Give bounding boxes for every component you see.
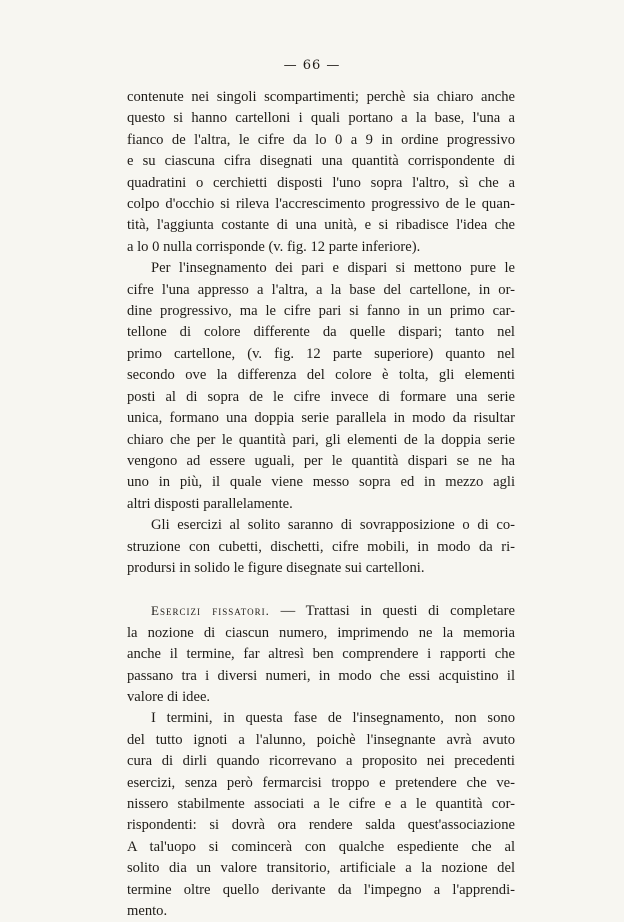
text-line: primo cartellone, (v. fig. 12 parte superiore) quanto nel [127, 345, 515, 362]
text-line: esercizi, senza però fermarcisi troppo e pretendere che ve- [127, 774, 515, 791]
section-heading: Esercizi fissatori. [151, 603, 270, 619]
text-line [127, 600, 515, 622]
text-line: prodursi in solido le figure disegnate sui cartelloni. [127, 559, 425, 576]
text-line: dine progressivo, ma le cifre pari si fanno in un primo car- [127, 303, 515, 320]
paragraph-3 [127, 515, 515, 579]
text-line: cura di dirli quando ricorrevano a proposito nei precedenti [127, 753, 515, 770]
text-line: colpo d'occhio si rileva l'accrescimento progressivo de le quan- [127, 196, 515, 213]
page-body [127, 87, 515, 922]
text-line: la nozione di ciascun numero, imprimendo ne la memoria [127, 624, 515, 641]
paragraph-4 [127, 600, 515, 708]
text-line: Gli esercizi al solito saranno di sovrapposizione o di co- [151, 517, 515, 534]
paragraph-2 [127, 258, 515, 515]
text-line: mento. [127, 903, 168, 920]
text-line: altri disposti parallelamente. [127, 495, 293, 512]
text-line: a lo 0 nulla corrisponde (v. fig. 12 parte inferiore). [127, 238, 421, 255]
text-line: unica, formano una doppia serie parallela in modo da risultar [127, 410, 515, 427]
paragraph-1 [127, 87, 515, 258]
text-line: contenute nei singoli scompartimenti; perchè sia chiaro anche [127, 89, 515, 105]
text-line: cifre l'una appresso a l'altra, a la base del cartellone, in or- [127, 281, 515, 298]
text-line: I termini, in questa fase de l'insegnamento, non sono [151, 710, 515, 727]
text-line: passano tra i diversi numeri, in modo che essi acquistino il [127, 667, 515, 684]
text-line: A tal'uopo si comincerà con qualche espediente che al [127, 838, 515, 855]
text-line: Per l'insegnamento dei pari e dispari si mettono pure le [151, 260, 515, 277]
text-line: rispondenti: si dovrà ora rendere salda quest'associazione [127, 817, 515, 834]
page-number: — 66 — [283, 58, 341, 73]
text-line: termine oltre quello derivante da l'impegno a l'apprendi- [127, 881, 515, 898]
text-line: vengono ad essere uguali, per le quantità dispari se ne ha [127, 452, 515, 469]
text-line: questo si hanno cartelloni i quali portano a la base, l'una a [127, 110, 515, 127]
text-line: posti al di sopra de le cifre invece di formare una serie [127, 388, 515, 405]
text-line: chiaro che per le quantità pari, gli elementi de la doppia serie [127, 431, 515, 448]
text-line: tellone di colore differente da quelle dispari; tanto nel [127, 324, 515, 341]
section-gap [127, 579, 515, 600]
text-line: tità, l'aggiunta costante di una unità, e si ribadisce l'idea che [127, 217, 515, 234]
text-line: struzione con cubetti, dischetti, cifre mobili, in modo da ri- [127, 538, 515, 555]
text-line: quadratini o cerchietti disposti l'uno sopra l'altro, sì che a [127, 174, 515, 191]
text-line: secondo ove la differenza del colore è tolta, gli elementi [127, 367, 515, 384]
text-line: anche il termine, far altresì ben comprendere i rapporti che [127, 646, 515, 663]
text-line: valore di idee. [127, 688, 211, 705]
text-line: solito dia un valore transitorio, artificiale a la nozione del [127, 860, 515, 877]
text-fragment: — Trattasi in questi di completare [269, 603, 515, 620]
text-line: nissero stabilmente associati a le cifre e a le quantità cor- [127, 796, 515, 812]
text-line: del tutto ignoti a l'alunno, poichè l'insegnante avrà avuto [127, 731, 515, 748]
text-line: uno in più, il quale viene messo sopra ed in mezzo agli [127, 474, 515, 491]
text-line: fianco de l'altra, le cifre da lo 0 a 9 in ordine progressivo [127, 131, 515, 148]
text-line: e su ciascuna cifra disegnati una quantità corrispondente di [127, 153, 515, 170]
paragraph-5 [127, 708, 515, 922]
